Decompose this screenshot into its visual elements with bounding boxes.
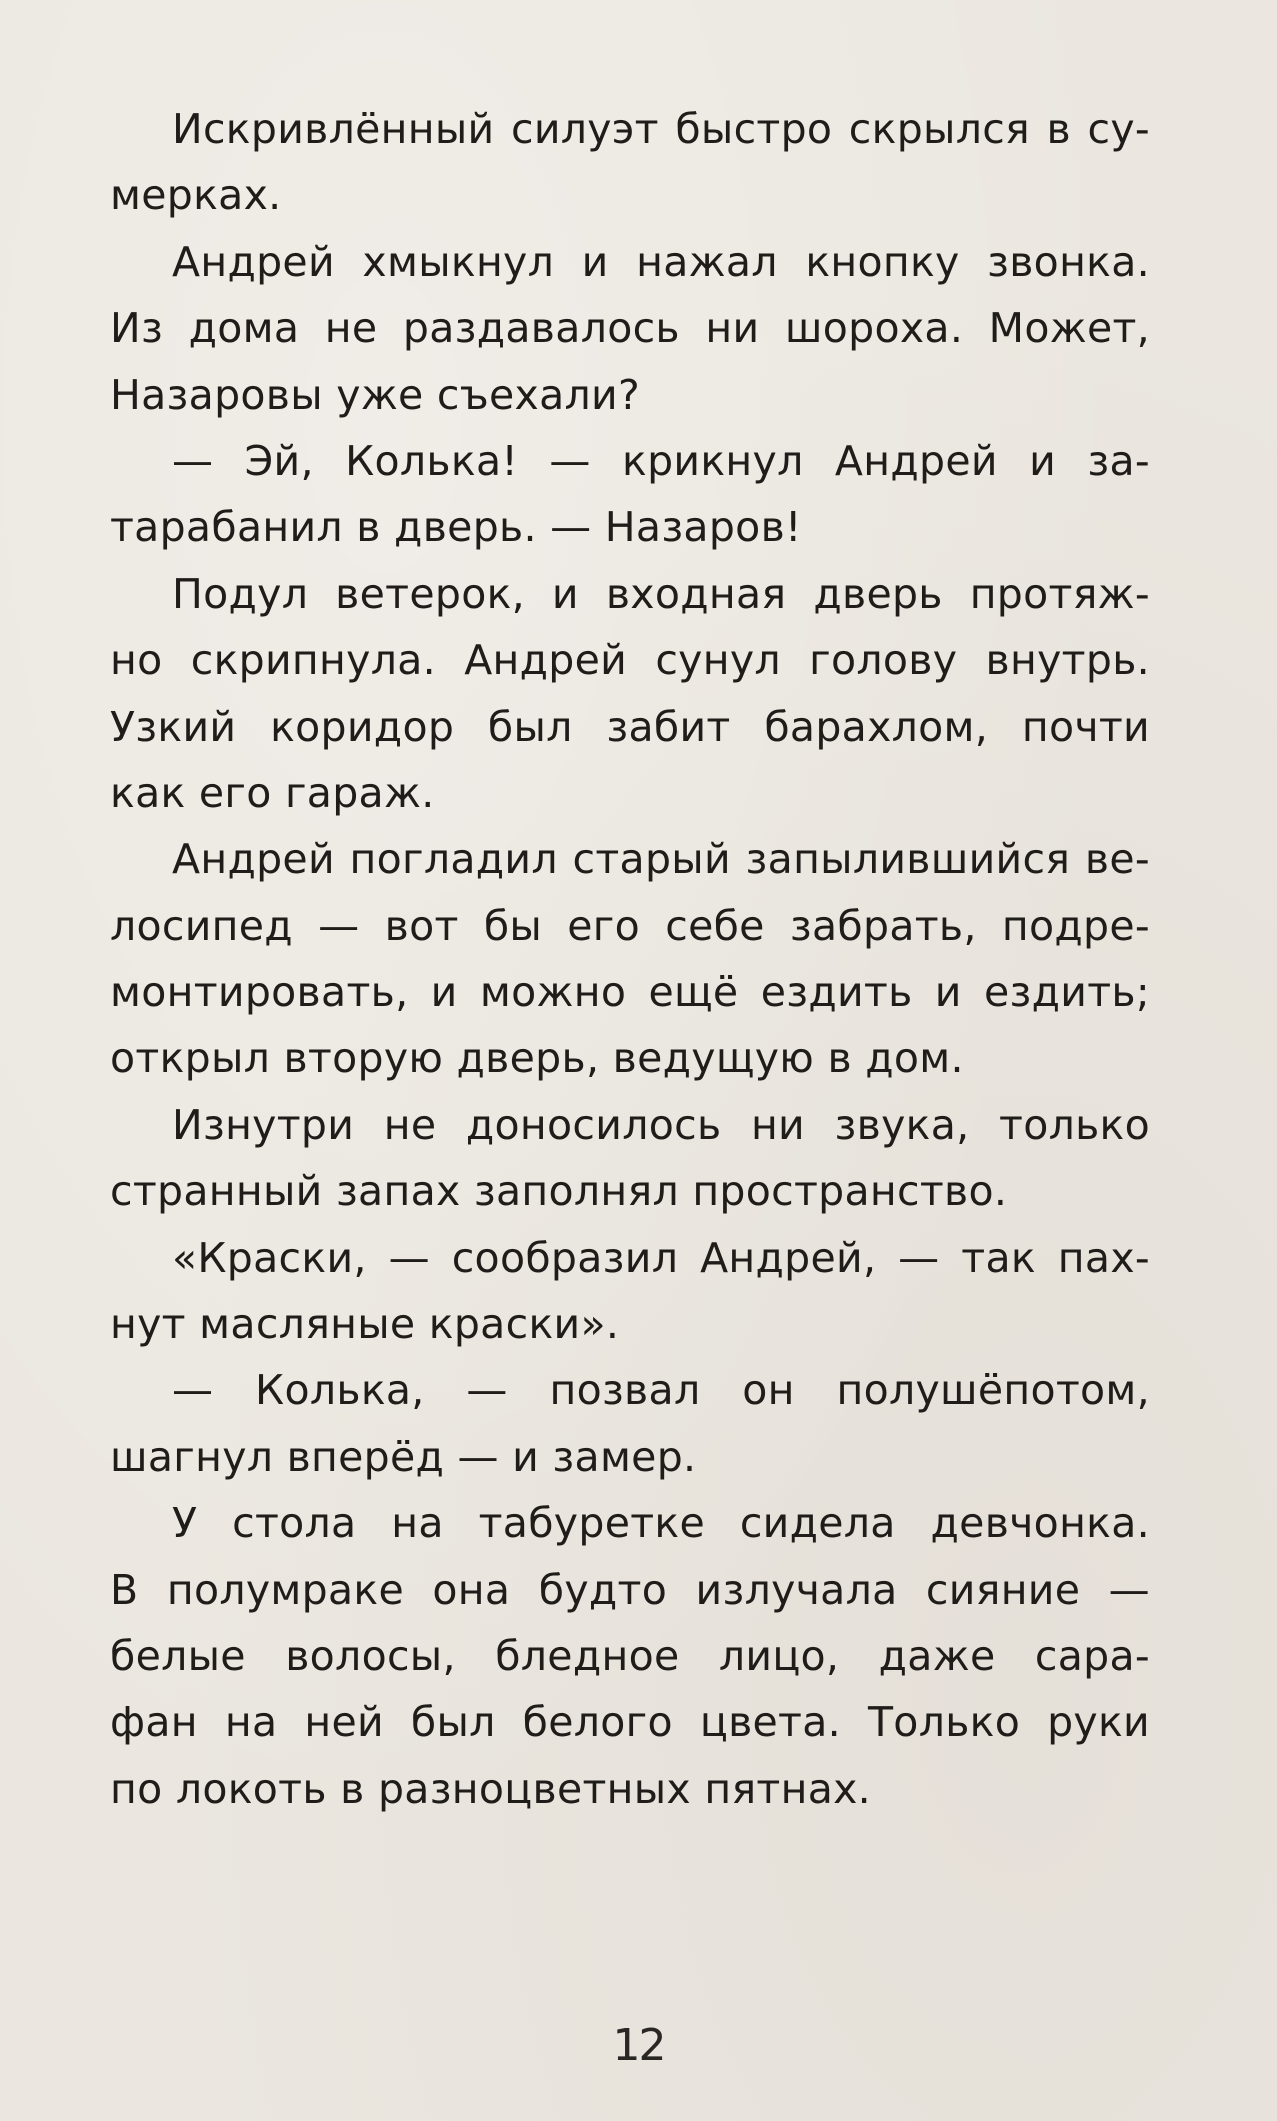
paragraph (110, 229, 1150, 428)
paragraph (110, 96, 1150, 229)
paragraph (110, 428, 1150, 561)
text-line: Подул ветерок, и входная дверь протяж- (172, 569, 1150, 618)
text-line: белые волосы, бледное лицо, даже сара- (110, 1631, 1150, 1680)
text-line: фан на ней был белого цвета. Только руки (110, 1698, 1150, 1747)
text-line: Искривлённый силуэт быстро скрылся в су- (172, 105, 1150, 153)
text-line: странный запах заполнял пространство. (110, 1167, 1008, 1216)
text-line: Андрей хмыкнул и нажал кнопку звонка. (172, 237, 1150, 286)
text-line: шагнул вперёд — и замер. (110, 1432, 697, 1481)
text-line: Из дома не раздавалось ни шороха. Может, (110, 304, 1150, 353)
body-text (110, 96, 1150, 1822)
text-line: — Эй, Колька! — крикнул Андрей и за- (172, 436, 1150, 485)
paragraph (110, 1225, 1150, 1358)
text-line: Узкий коридор был забит барахлом, почти (110, 702, 1150, 751)
text-line: нут масляные краски». (110, 1300, 620, 1349)
text-line: — Колька, — позвал он полушёпотом, (172, 1366, 1150, 1415)
text-line: «Краски, — сообразил Андрей, — так пах- (172, 1233, 1150, 1282)
text-line: Андрей погладил старый запылившийся ве- (172, 835, 1150, 884)
page-number: 12 (612, 2020, 665, 2071)
paragraph (110, 1490, 1150, 1822)
text-line: У стола на табуретке сидела девчонка. (172, 1499, 1150, 1548)
paragraph (110, 1092, 1150, 1225)
paragraph (110, 826, 1150, 1092)
text-line: по локоть в разноцветных пятнах. (110, 1764, 872, 1813)
text-line: Назаровы уже съехали? (110, 370, 641, 419)
text-line: Изнутри не доносилось ни звука, только (172, 1100, 1150, 1149)
text-line: монтировать, и можно ещё ездить и ездить; (110, 968, 1150, 1017)
text-line: мерках. (110, 171, 282, 220)
text-line: В полумраке она будто излучала сияние — (110, 1565, 1150, 1614)
text-line: тарабанил в дверь. — Назаров! (110, 503, 802, 552)
text-line: но скрипнула. Андрей сунул голову внутрь. (110, 636, 1150, 685)
text-line: открыл вторую дверь, ведущую в дом. (110, 1034, 964, 1083)
text-line: как его гараж. (110, 768, 435, 817)
text-line: лосипед — вот бы его себе забрать, подре- (110, 901, 1150, 950)
paragraph (110, 561, 1150, 827)
paragraph (110, 1357, 1150, 1490)
